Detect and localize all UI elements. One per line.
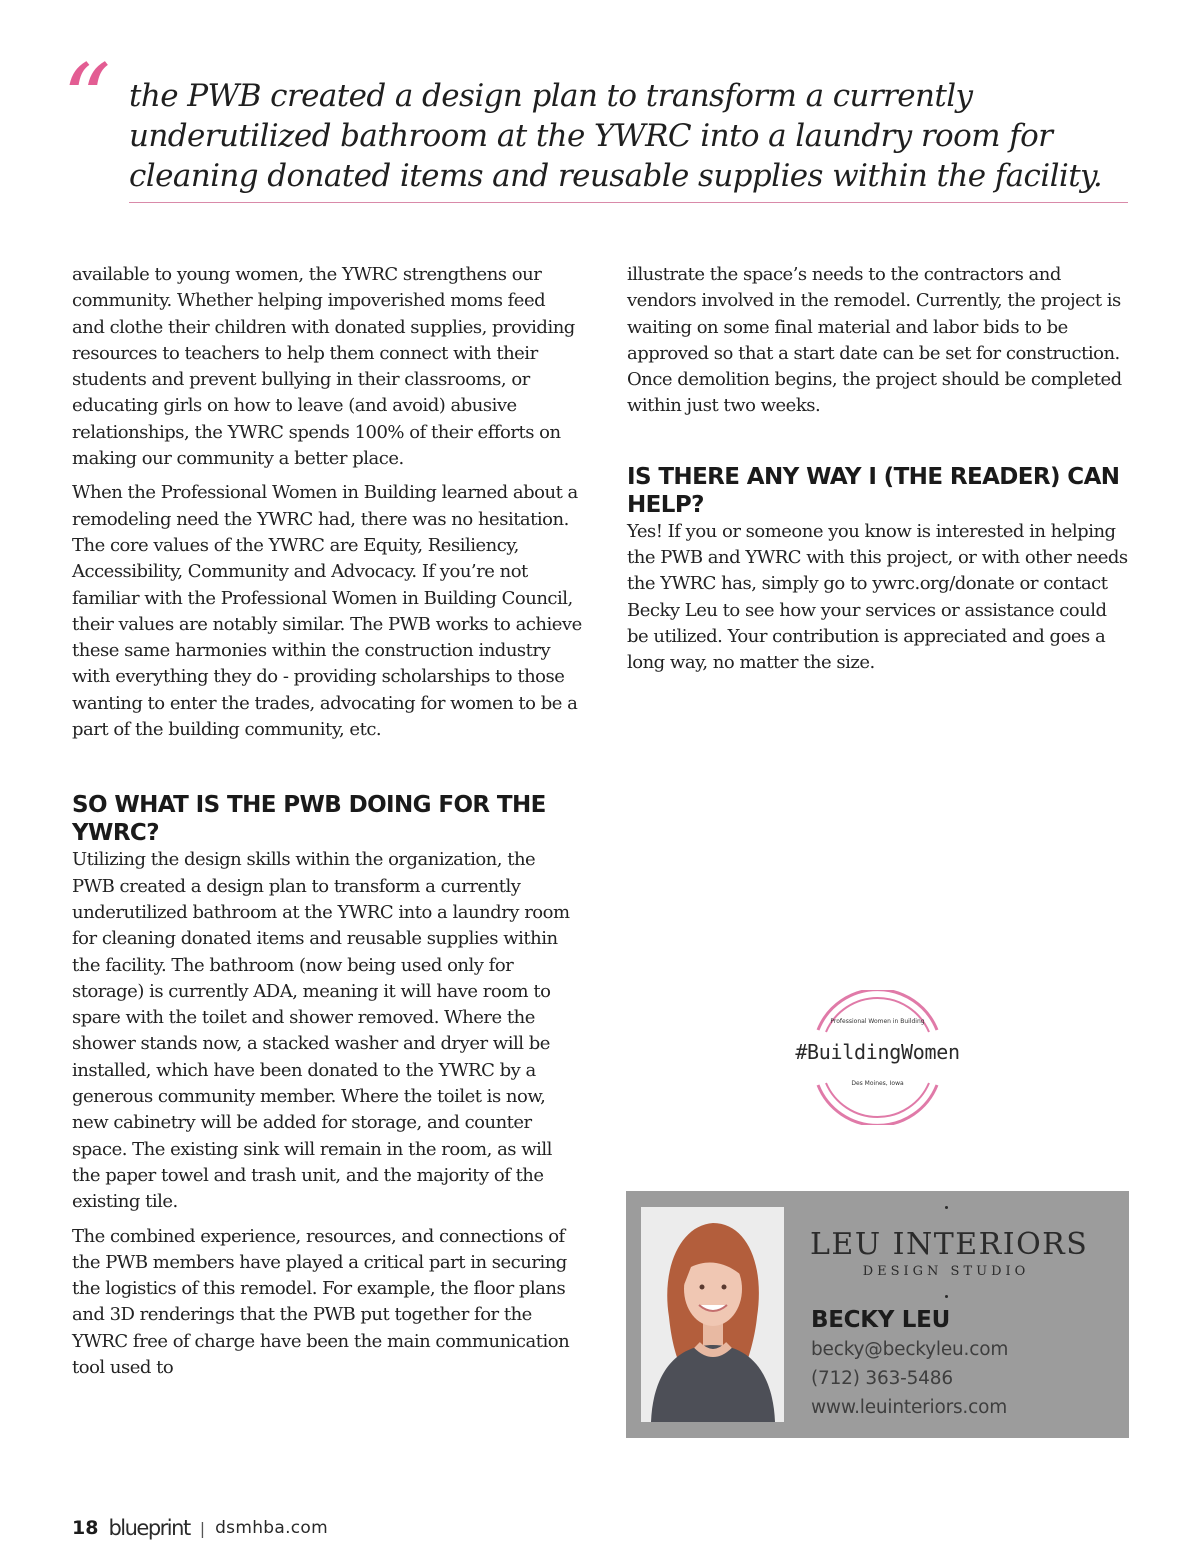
page-footer: [72, 1514, 328, 1542]
right-column: [627, 262, 1132, 685]
body-paragraph: The combined experience, resources, and connections of the PWB members have played a critical part in securing the logistics of this remodel. For example, the floor plans and 3D renderings that the PWB put together for the YWRC free of charge have been the main communication tool used to: [72, 1225, 570, 1378]
body-paragraph: When the Professional Women in Building learned about a remodeling need the YWRC had, there was no hesitation. The core values of the YWRC are Equity, Resiliency, Accessibility, Community and Advocacy. If you’re not familiar with the Professional Women in Building Council, their values are notably similar. The PWB works to achieve these same harmonies within the construction industry with everything they do - providing scholarships to those wanting to enter the trades, advocating for women to be a part of the building community, etc.: [72, 482, 582, 741]
dot-divider: [945, 1295, 948, 1298]
logo-hashtag: #BuildingWomen: [795, 1040, 960, 1064]
agent-website[interactable]: www.leuinteriors.com: [811, 1397, 1008, 1418]
section-heading-help: IS THERE ANY WAY I (THE READER) CAN HELP?: [627, 463, 1120, 518]
publication-logo: blueprint: [108, 1516, 190, 1540]
page-number: 18: [72, 1517, 99, 1539]
leu-interiors-ad: [626, 1191, 1129, 1438]
body-paragraph: illustrate the space’s needs to the contractors and vendors involved in the remodel. Currently, the project is waiting on some final material and labor bids to be approved so that a start date can be set for construction. Once demolition begins, the project should be completed within just two weeks.: [627, 264, 1122, 417]
agent-email[interactable]: becky@beckyleu.com: [811, 1339, 1009, 1360]
footer-website[interactable]: dsmhba.com: [215, 1518, 328, 1538]
logo-bottom-text: Des Moines, Iowa: [851, 1080, 904, 1087]
body-paragraph: Utilizing the design skills within the organization, the PWB created a design plan to transform a currently underutilized bathroom at the YWRC into a laundry room for cleaning donated items and reusable supplies within the facility. The bathroom (now being used only for storage) is currently ADA, meaning it will have room to spare with the toilet and shower removed. Where the shower stands now, a stacked washer and dryer will be installed, which have been donated to the YWRC by a generous community member. Where the toilet is now, new cabinetry will be added for storage, and counter space. The existing sink will remain in the room, as will the paper towel and trash unit, and the majority of the existing tile.: [72, 849, 570, 1213]
portrait-image: [641, 1207, 784, 1422]
body-paragraph: Yes! If you or someone you know is interested in helping the PWB and YWRC with this project, or with other needs the YWRC has, simply go to ywrc.org/donate or contact Becky Leu to see how your services or assistance could be utilized. Your contribution is appreciated and goes a long way, no matter the size.: [627, 520, 1128, 674]
body-paragraph: available to young women, the YWRC strengthens our community. Whether helping impoverished moms feed and clothe their children with donated supplies, providing resources to teachers to help them connect with their students and prevent bullying in their classrooms, or educating girls on how to leave (and avoid) abusive relationships, the YWRC spends 100% of their efforts on making our community a better place.: [72, 264, 575, 470]
brand-name: LEU INTERIORS: [810, 1227, 1089, 1262]
dot-divider: [945, 1206, 948, 1209]
quote-divider: [129, 202, 1128, 203]
brand-tagline: DESIGN STUDIO: [862, 1264, 1030, 1279]
agent-photo: [641, 1207, 784, 1422]
pull-quote: the PWB created a design plan to transform a currently underutilized bathroom at the YWRC into a laundry room for cleaning donated items and reusable supplies within the facility.: [129, 78, 1103, 194]
logo-top-text: Professional Women in Building: [830, 1018, 925, 1025]
quote-mark-icon: “: [62, 44, 112, 156]
left-column: [72, 262, 582, 1389]
footer-separator: |: [199, 1518, 206, 1538]
agent-name: BECKY LEU: [811, 1307, 950, 1333]
section-heading-pwb: SO WHAT IS THE PWB DOING FOR THE YWRC?: [72, 792, 546, 847]
building-women-logo: [785, 990, 970, 1125]
agent-phone[interactable]: (712) 363-5486: [811, 1368, 953, 1389]
